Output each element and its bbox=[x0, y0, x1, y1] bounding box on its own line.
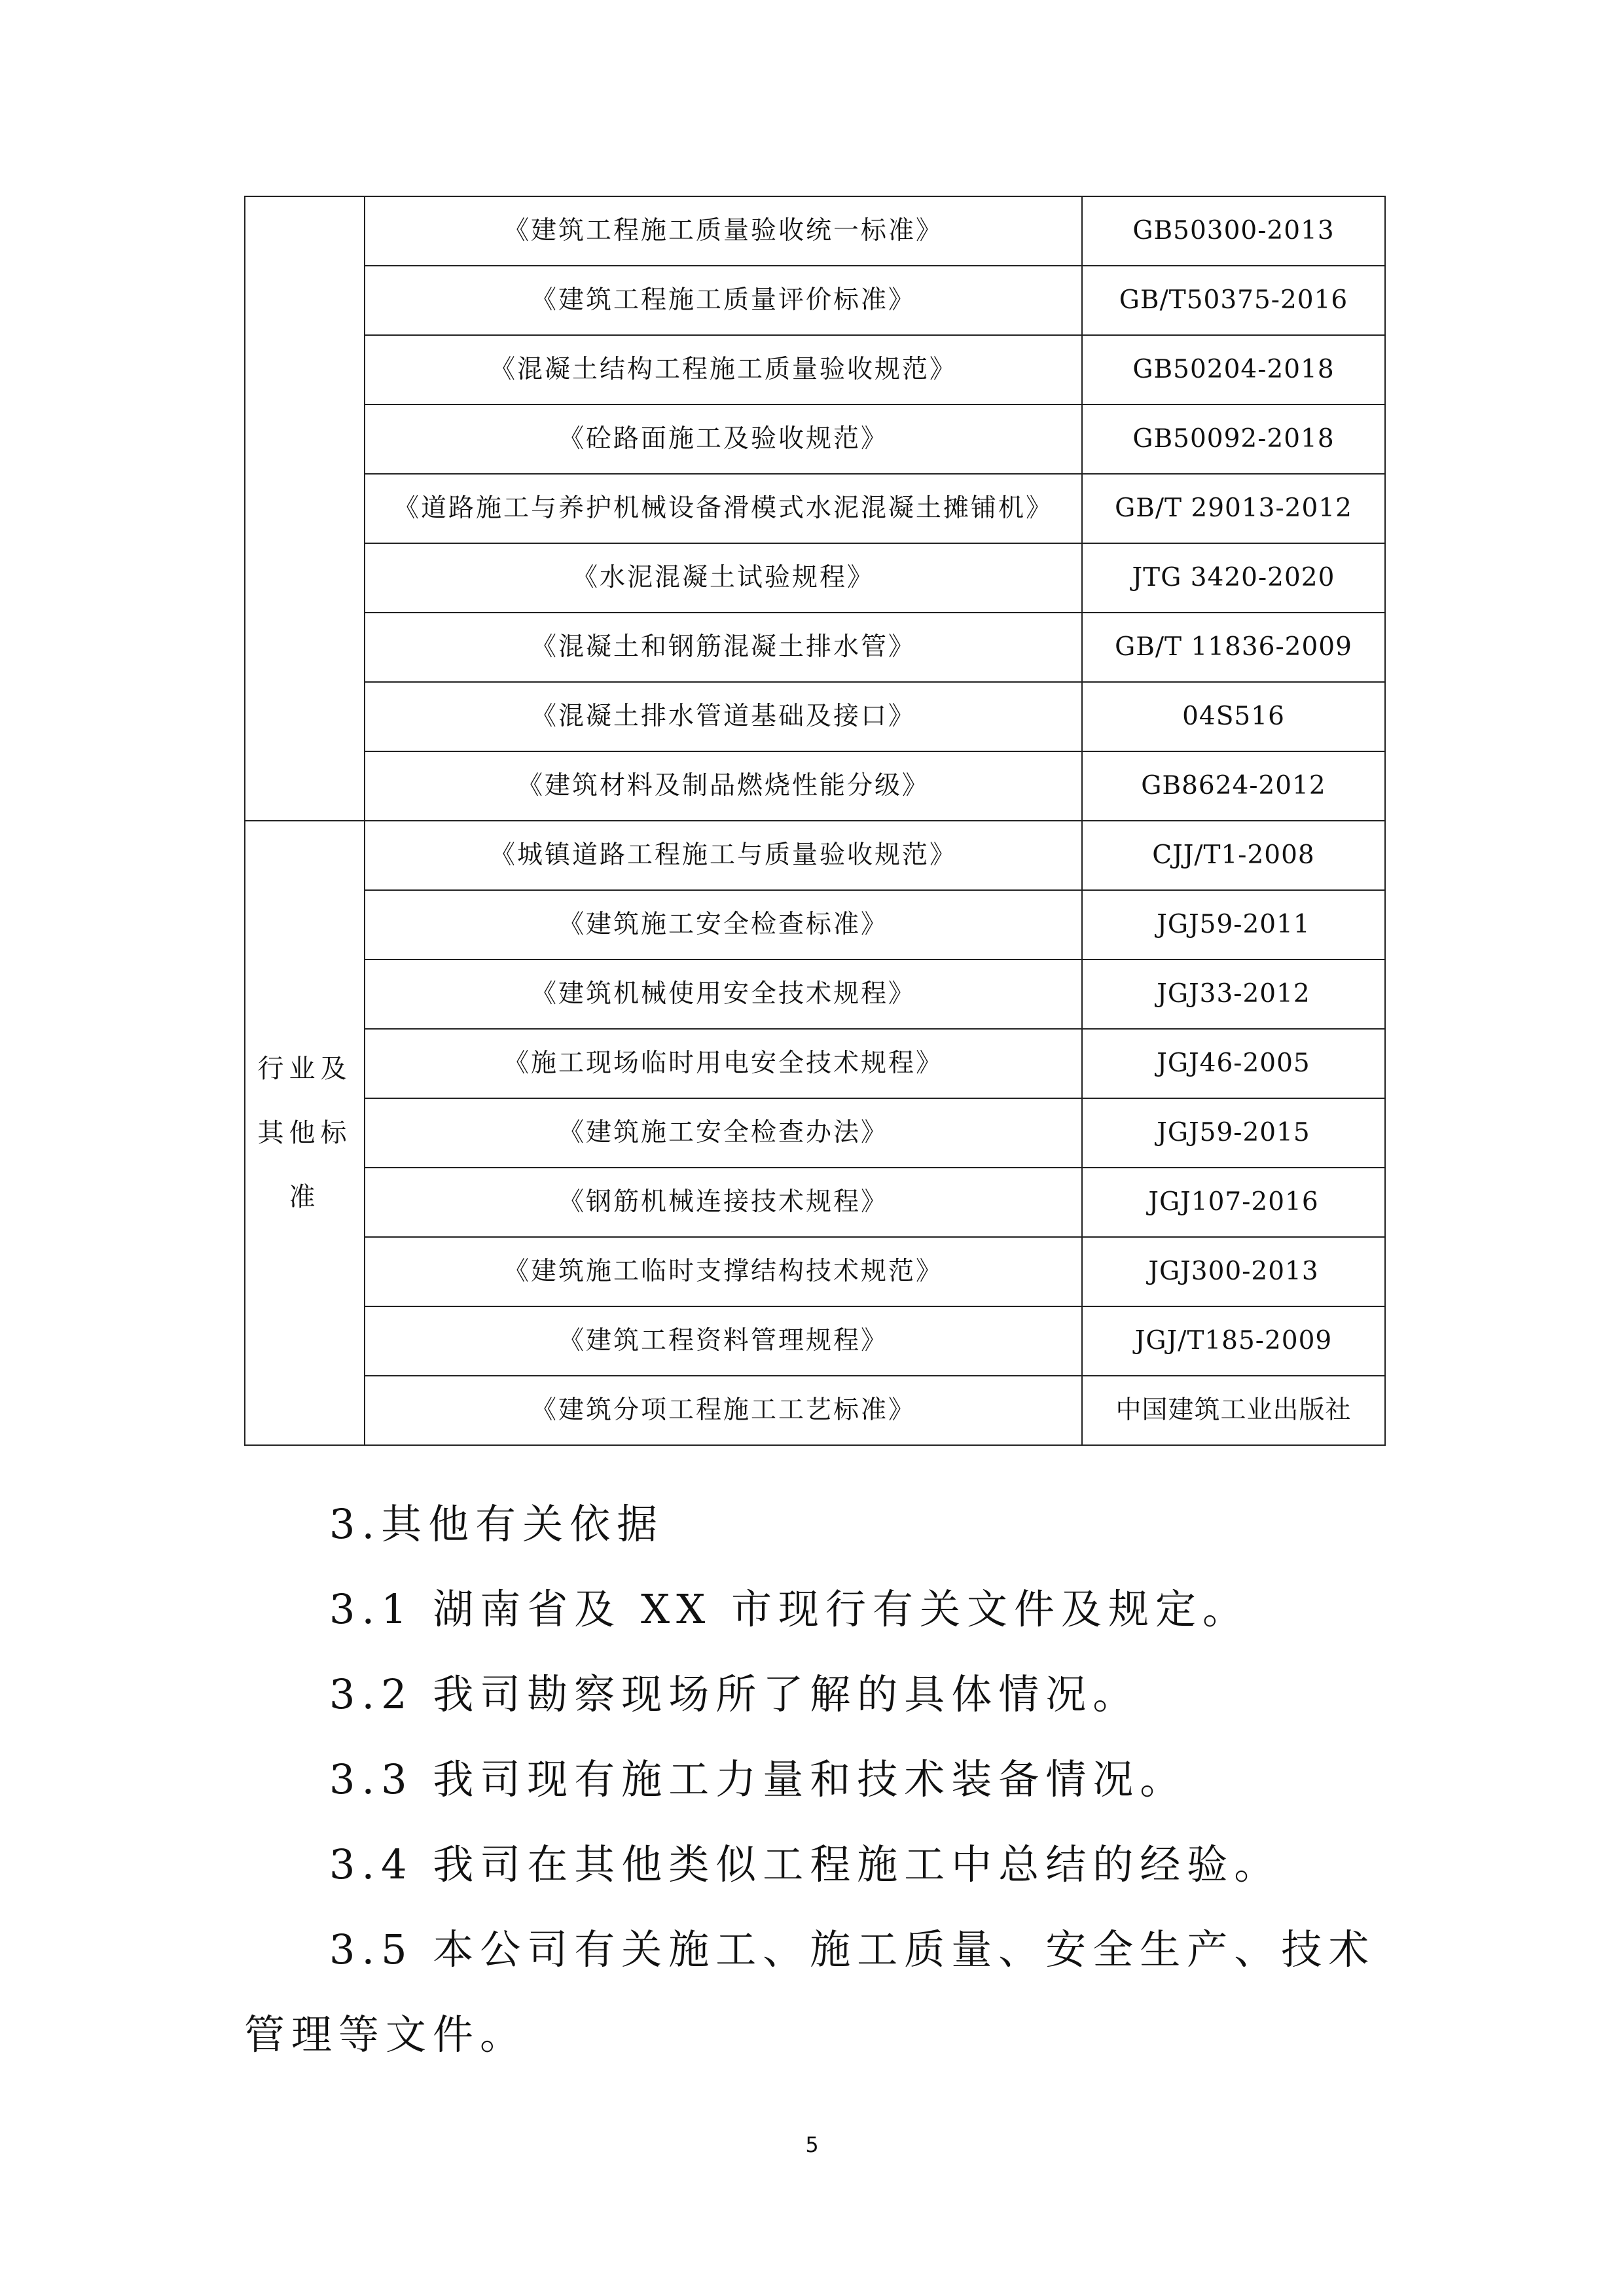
table-row bbox=[245, 266, 1385, 335]
category-cell-national bbox=[245, 196, 365, 821]
table-row bbox=[245, 751, 1385, 821]
standard-name: 《砼路面施工及验收规范》 bbox=[365, 404, 1082, 474]
section-item: 3.1 湖南省及 XX 市现行有关文件及规定。 bbox=[329, 1585, 1250, 1633]
standards-table bbox=[244, 196, 1386, 1446]
table-row bbox=[245, 1237, 1385, 1306]
standard-code: JGJ107-2016 bbox=[1082, 1168, 1385, 1237]
standard-code: JGJ33-2012 bbox=[1082, 960, 1385, 1029]
standard-name: 《建筑材料及制品燃烧性能分级》 bbox=[365, 751, 1082, 821]
standard-name: 《混凝土和钢筋混凝土排水管》 bbox=[365, 613, 1082, 682]
standard-code: GB8624-2012 bbox=[1082, 751, 1385, 821]
table-row bbox=[245, 821, 1385, 890]
standard-name: 《混凝土结构工程施工质量验收规范》 bbox=[365, 335, 1082, 404]
standard-code: JGJ300-2013 bbox=[1082, 1237, 1385, 1306]
section-item: 3.2 我司勘察现场所了解的具体情况。 bbox=[329, 1670, 1140, 1718]
standard-name: 《建筑施工安全检查标准》 bbox=[365, 890, 1082, 960]
table-row bbox=[245, 960, 1385, 1029]
page-number: 5 bbox=[805, 2132, 819, 2157]
section-heading: 3.其他有关依据 bbox=[329, 1500, 664, 1548]
standard-name: 《建筑工程施工质量验收统一标准》 bbox=[365, 196, 1082, 266]
standard-name: 《混凝土排水管道基础及接口》 bbox=[365, 682, 1082, 751]
standard-name: 《城镇道路工程施工与质量验收规范》 bbox=[365, 821, 1082, 890]
standard-code: JGJ59-2011 bbox=[1082, 890, 1385, 960]
standard-name: 《建筑机械使用安全技术规程》 bbox=[365, 960, 1082, 1029]
standard-name: 《建筑施工临时支撑结构技术规范》 bbox=[365, 1237, 1082, 1306]
table-row bbox=[245, 890, 1385, 960]
category-line: 准 bbox=[289, 1182, 321, 1212]
category-line: 其他标 bbox=[257, 1118, 352, 1148]
standard-name: 《施工现场临时用电安全技术规程》 bbox=[365, 1029, 1082, 1098]
table-row bbox=[245, 1168, 1385, 1237]
standard-code: GB50092-2018 bbox=[1082, 404, 1385, 474]
category-cell-industry bbox=[245, 821, 365, 1445]
table-row bbox=[245, 1029, 1385, 1098]
standard-code: JGJ46-2005 bbox=[1082, 1029, 1385, 1098]
standard-name: 《钢筋机械连接技术规程》 bbox=[365, 1168, 1082, 1237]
section-item: 3.4 我司在其他类似工程施工中总结的经验。 bbox=[329, 1840, 1282, 1888]
standard-code: JTG 3420-2020 bbox=[1082, 543, 1385, 613]
table-row bbox=[245, 474, 1385, 543]
standard-code: JGJ/T185-2009 bbox=[1082, 1306, 1385, 1376]
table-row bbox=[245, 1376, 1385, 1445]
standard-name: 《建筑施工安全检查办法》 bbox=[365, 1098, 1082, 1168]
table-row bbox=[245, 404, 1385, 474]
standard-code: 04S516 bbox=[1082, 682, 1385, 751]
table-row bbox=[245, 543, 1385, 613]
category-line: 行业及 bbox=[257, 1054, 352, 1084]
standard-code: GB50204-2018 bbox=[1082, 335, 1385, 404]
standard-code: GB/T50375-2016 bbox=[1082, 266, 1385, 335]
section-item: 3.3 我司现有施工力量和技术装备情况。 bbox=[329, 1755, 1187, 1803]
standard-code: GB/T 11836-2009 bbox=[1082, 613, 1385, 682]
standard-code: GB/T 29013-2012 bbox=[1082, 474, 1385, 543]
table-row bbox=[245, 682, 1385, 751]
table-row bbox=[245, 1098, 1385, 1168]
standard-name: 《建筑工程资料管理规程》 bbox=[365, 1306, 1082, 1376]
standard-code: CJJ/T1-2008 bbox=[1082, 821, 1385, 890]
standard-code: GB50300-2013 bbox=[1082, 196, 1385, 266]
table-row bbox=[245, 613, 1385, 682]
standard-code: 中国建筑工业出版社 bbox=[1082, 1376, 1385, 1445]
standard-code: JGJ59-2015 bbox=[1082, 1098, 1385, 1168]
section-item: 3.5 本公司有关施工、施工质量、安全生产、技术管理等文件。 bbox=[244, 1926, 1376, 2058]
standard-name: 《建筑分项工程施工工艺标准》 bbox=[365, 1376, 1082, 1445]
table-row bbox=[245, 1306, 1385, 1376]
standard-name: 《水泥混凝土试验规程》 bbox=[365, 543, 1082, 613]
standard-name: 《道路施工与养护机械设备滑模式水泥混凝土摊铺机》 bbox=[365, 474, 1082, 543]
standard-name: 《建筑工程施工质量评价标准》 bbox=[365, 266, 1082, 335]
table-row bbox=[245, 335, 1385, 404]
table-row bbox=[245, 196, 1385, 266]
